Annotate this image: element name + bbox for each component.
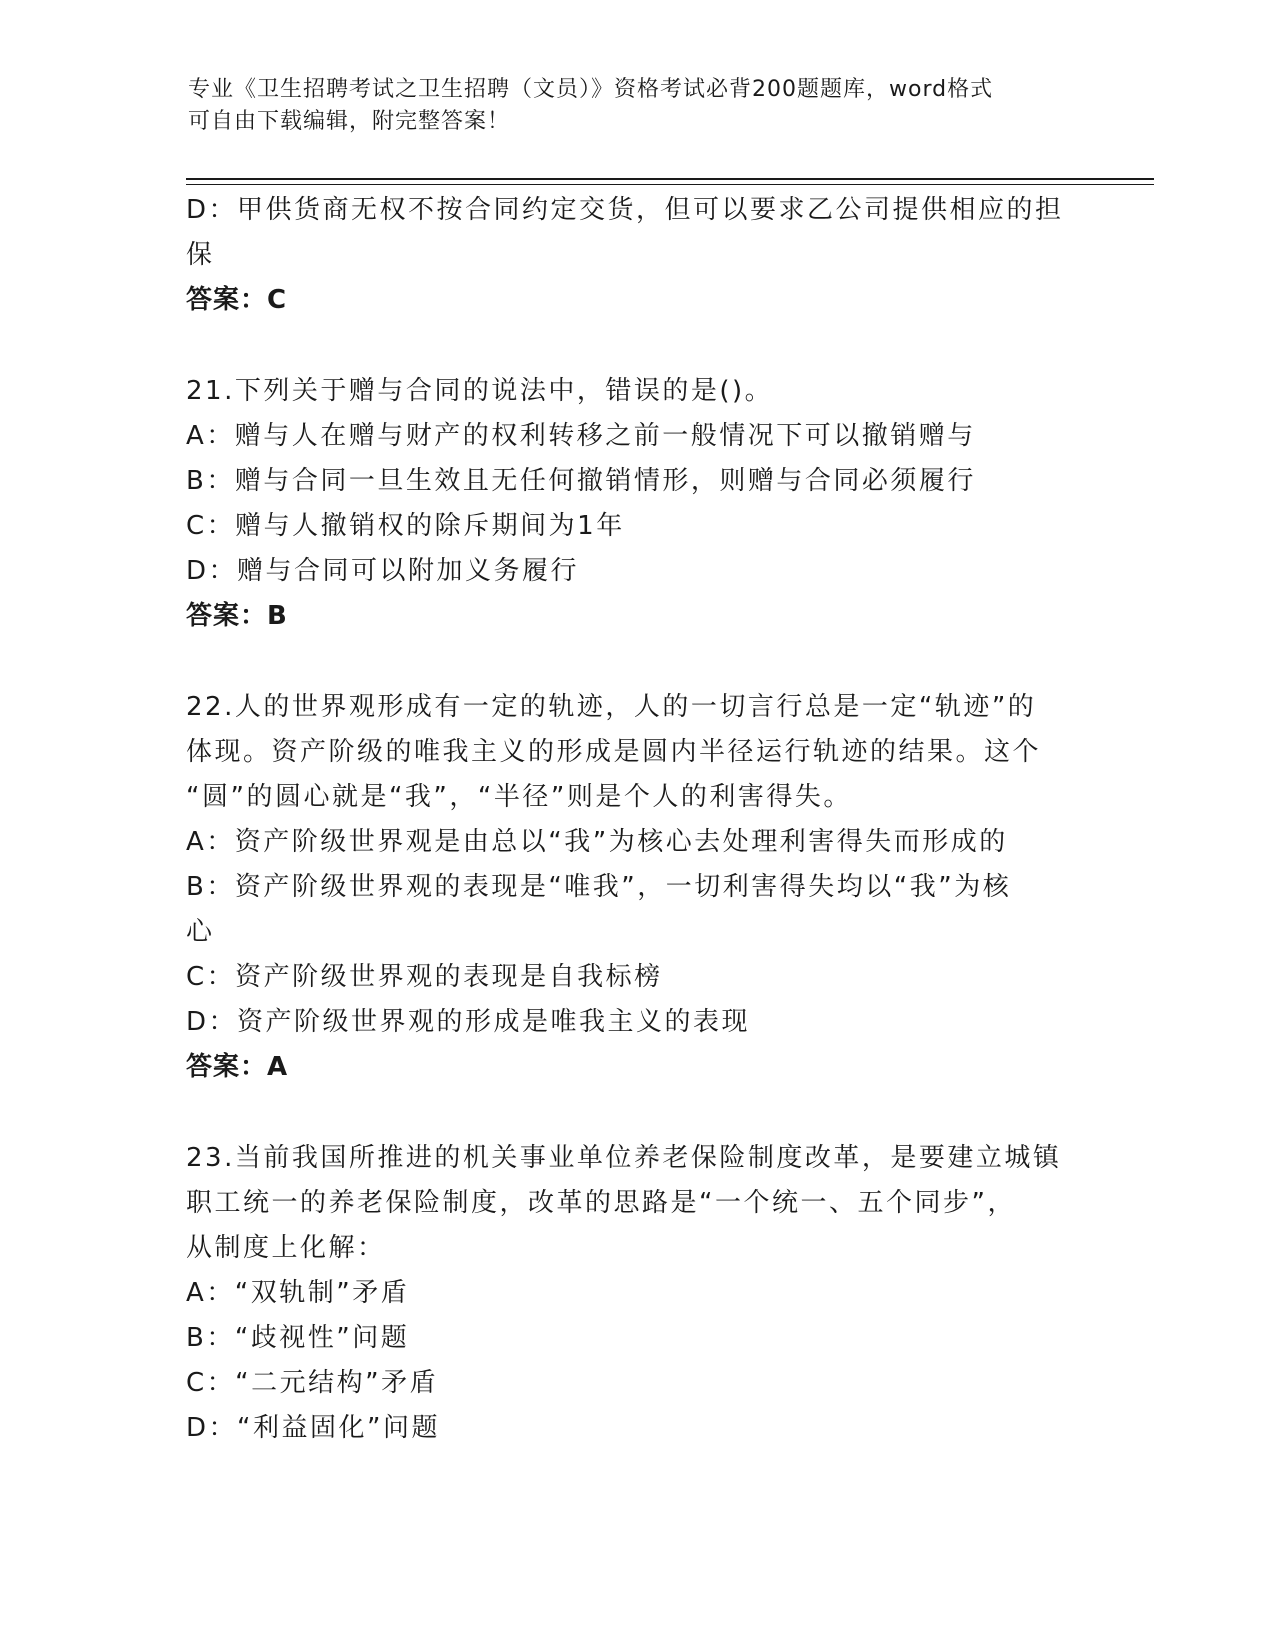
header-divider-thin	[186, 184, 1154, 185]
option-a: A：赠与人在赠与财产的权利转移之前一般情况下可以撤销赠与	[186, 421, 976, 451]
header-line-2: 可自由下载编辑，附完整答案！	[188, 109, 511, 134]
option-b: B：赠与合同一旦生效且无任何撤销情形，则赠与合同必须履行	[186, 466, 976, 496]
answer-line: 答案：B	[186, 601, 288, 631]
option-d: D：赠与合同可以附加义务履行	[186, 556, 580, 586]
option-b-line-2: 心	[186, 917, 215, 947]
answer-line: 答案：A	[186, 1052, 289, 1082]
question-stem-line-2: 体现。资产阶级的唯我主义的形成是圆内半径运行轨迹的结果。这个	[186, 737, 1042, 767]
question-list	[186, 188, 1086, 1451]
question-stem-line-2: 职工统一的养老保险制度，改革的思路是“一个统一、五个同步”，	[186, 1188, 1016, 1218]
spacer	[186, 1090, 1086, 1136]
question-21	[186, 369, 1086, 639]
option-d: D：资产阶级世界观的形成是唯我主义的表现	[186, 1007, 751, 1037]
document-header	[188, 74, 1068, 138]
header-line-1: 专业《卫生招聘考试之卫生招聘（文员）》资格考试必背200题题库，word格式	[188, 77, 994, 102]
spacer	[186, 639, 1086, 685]
option-d-line-1: D：甲供货商无权不按合同约定交货，但可以要求乙公司提供相应的担	[186, 195, 1064, 225]
option-d-line-2: 保	[186, 240, 215, 270]
option-d: D：“利益固化”问题	[186, 1413, 440, 1443]
question-23	[186, 1136, 1086, 1451]
question-stem-line-1: 23.当前我国所推进的机关事业单位养老保险制度改革，是要建立城镇	[186, 1143, 1062, 1173]
header-divider-thick	[186, 178, 1154, 180]
answer-line: 答案：C	[186, 285, 288, 315]
question-stem-line-3: “圆”的圆心就是“我”，“半径”则是个人的利害得失。	[186, 782, 852, 812]
question-22	[186, 685, 1086, 1090]
question-stem-line-1: 22.人的世界观形成有一定的轨迹，人的一切言行总是一定“轨迹”的	[186, 692, 1037, 722]
option-b-line-1: B：资产阶级世界观的表现是“唯我”，一切利害得失均以“我”为核	[186, 872, 1012, 902]
question-20-tail	[186, 188, 1086, 323]
option-c: C：“二元结构”矛盾	[186, 1368, 439, 1398]
option-a: A：“双轨制”矛盾	[186, 1278, 410, 1308]
question-stem-line-3: 从制度上化解：	[186, 1233, 386, 1263]
option-b: B：“歧视性”问题	[186, 1323, 410, 1353]
option-a: A：资产阶级世界观是由总以“我”为核心去处理利害得失而形成的	[186, 827, 1008, 857]
option-c: C：资产阶级世界观的表现是自我标榜	[186, 962, 663, 992]
question-stem: 21.下列关于赠与合同的说法中，错误的是()。	[186, 376, 774, 406]
option-c: C：赠与人撤销权的除斥期间为1年	[186, 511, 625, 541]
spacer	[186, 323, 1086, 369]
